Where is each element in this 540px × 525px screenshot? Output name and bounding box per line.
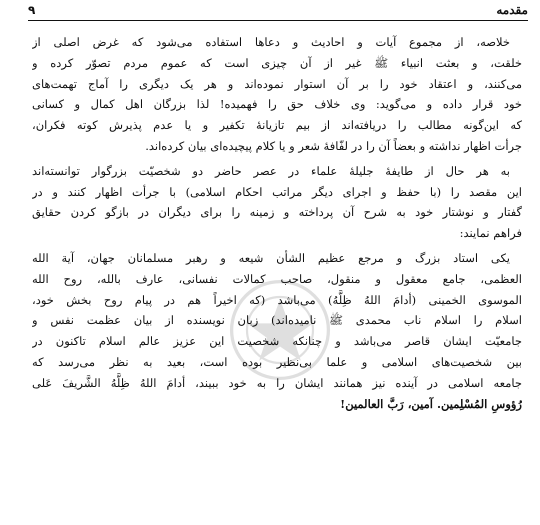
paragraph xyxy=(32,161,522,244)
header-rule xyxy=(28,20,528,21)
page-number: ۹ xyxy=(28,3,36,17)
text-line: اسلام را اسلام ناب محمدی ﷺ نامیده‌اند) زبان نویسنده از بیان عظمت نفس و xyxy=(32,313,522,328)
text-line: گفتار و نوشتار خود به شرح آن پرداخته و زمینه را برای دیگران در بازگو کردن حقایق xyxy=(32,205,522,220)
text-line: این مقصد را (با حفظ و اجرای دیگر مراتب احکام اسلامی) با جرأت اظهار کنند و در xyxy=(32,184,522,199)
text-line: جرأت اظهار نداشته و بعضاً آن را در لفّافهٔ شعر و یا کلام پیچیده‌ای بیان کرده‌اند. xyxy=(145,138,522,153)
text-line: به هر حال از طایفهٔ جلیلهٔ علماء در عصر حاضر دو شخصیّت بزرگوار توانسته‌اند xyxy=(32,163,510,178)
text-line: که این‌گونه مطالب را دریافته‌اند از بیم تازیانهٔ تکفیر و یا عدم پذیرش کوته فکران، xyxy=(32,118,522,133)
text-line: رُؤوسِ المُسْلِمین. آمین، رَبَّ العالمین! xyxy=(340,396,522,411)
text-line: بین شخصیت‌های اسلامی و علما بی‌نظیر بوده است، بعید به نظر می‌رسد که xyxy=(32,354,522,369)
text-line: جامعه اسلامی در آینده نیز همانند ایشان را به خود ببیند، أدامَ اللهُ ظِلَّهُ الشَّریفَ عَلی xyxy=(32,375,522,390)
text-line: جامعیّت ایشان قاصر می‌باشد و چنانکه شخصیت این عزیز عالم اسلام تاکنون در xyxy=(32,334,522,349)
text-line: خلاصه، از مجموع آیات و احادیث و دعاها استفاده می‌شود که غرض اصلی از xyxy=(32,35,510,49)
text-line: الموسوی الخمینی (أدامَ اللهُ ظِلَّهُ) می‌باشد (که اخیراً هم در پیام روح بخش خود، xyxy=(32,292,522,307)
paragraph xyxy=(32,248,522,414)
text-line: فراهم نمایند: xyxy=(459,226,522,241)
text-line: خلقت، و بعثت انبیاء ﷺ غیر از آن چیزی است که عموم مردم تصوّر کرده و xyxy=(32,55,522,70)
text-line: خود قرار داده و می‌گوید: وی خلاف حق را فهمیده! لذا بزرگان اهل کمال و کسانی xyxy=(32,97,522,112)
chapter-title: مقدمه xyxy=(496,3,528,17)
text-line: یکی استاد بزرگ و مرجع عظیم الشأن شیعه و رهبر مسلمانان جهان، آیة الله xyxy=(32,250,510,265)
text-line: العظمی، جامع معقول و منقول، صاحب کمالات نفسانی، عارف بالله، روح الله xyxy=(32,271,522,286)
page-header xyxy=(28,2,528,20)
paragraph xyxy=(32,32,522,157)
body-text xyxy=(32,32,522,414)
text-line: می‌کنند، و اعتقاد خود را بر آن استوار نموده‌اند و هر یک دیگری را آماج تهمت‌های xyxy=(32,76,522,91)
